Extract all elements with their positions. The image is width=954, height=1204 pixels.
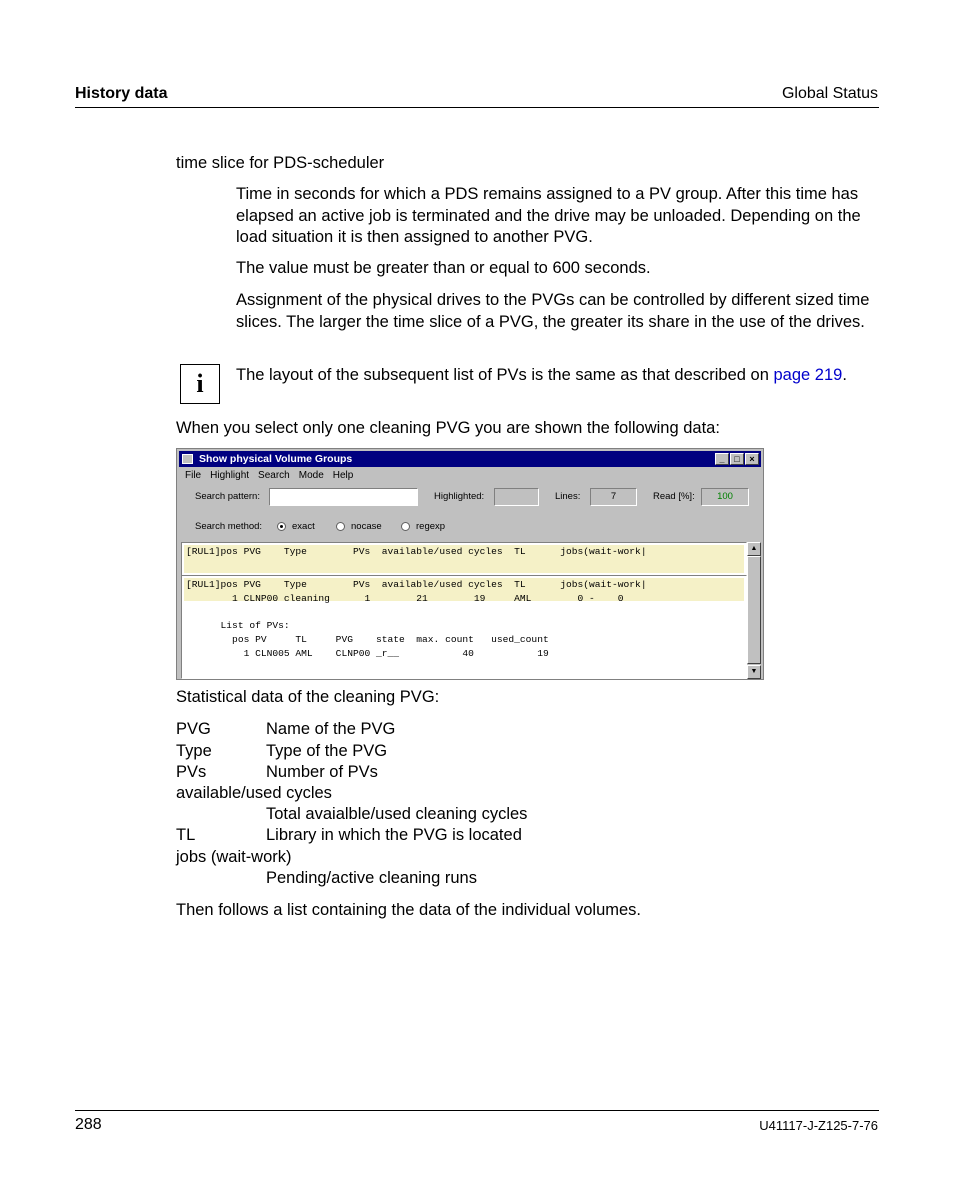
note-text: The layout of the subsequent list of PVs is the same as that described on page 219.: [236, 366, 847, 384]
lines-label: Lines:: [555, 491, 581, 502]
def-term: Type: [176, 742, 212, 760]
highlighted-label: Highlighted:: [434, 491, 485, 502]
scroll-up-button[interactable]: ▲: [747, 542, 761, 556]
def-term: PVG: [176, 720, 211, 738]
def-term: PVs: [176, 763, 207, 781]
running-header-section: History data: [75, 85, 168, 102]
radio-regexp[interactable]: [401, 522, 410, 531]
document-id: U41117-J-Z125-7-76: [759, 1118, 878, 1133]
stats-intro: Statistical data of the cleaning PVG:: [176, 688, 440, 706]
header-rule: [75, 107, 879, 108]
menu-search[interactable]: Search: [258, 470, 290, 481]
read-label: Read [%]:: [653, 491, 695, 502]
scroll-thumb[interactable]: [747, 556, 761, 664]
def-term: available/used cycles: [176, 784, 332, 802]
highlighted-field: [494, 488, 539, 506]
radio-nocase-label: nocase: [351, 521, 382, 532]
menu-file[interactable]: File: [185, 470, 202, 481]
search-method-label: Search method:: [195, 521, 263, 532]
data-line: [RUL1]pos PVG Type PVs available/used cycles TL jobs(wait-work|: [186, 579, 647, 590]
footer-rule: [75, 1110, 879, 1111]
maximize-button[interactable]: □: [730, 453, 744, 465]
window-title: Show physical Volume Groups: [199, 453, 353, 465]
minimize-button[interactable]: _: [715, 453, 729, 465]
def-term: TL: [176, 826, 196, 844]
radio-exact-label: exact: [292, 521, 315, 532]
data-line: List of PVs:: [186, 620, 290, 631]
page-number: 288: [75, 1116, 102, 1133]
window-app-icon: [182, 454, 193, 464]
data-line: pos PV TL PVG state max. count used_count: [186, 634, 549, 645]
running-header-chapter: Global Status: [781, 85, 878, 102]
def-term: jobs (wait-work): [176, 848, 292, 866]
radio-regexp-label: regexp: [416, 521, 446, 532]
def-desc: Name of the PVG: [266, 720, 396, 738]
window-titlebar: [179, 451, 761, 467]
paragraph-1: Time in seconds for which a PDS remains assigned to a PV group. After this time has elapsed an active job is terminated and the drive may be unloaded. Depending on the load situation it is then assigned to another PVG.: [236, 185, 861, 246]
def-desc: Library in which the PVG is located: [266, 826, 522, 844]
def-desc: Total avaialble/used cleaning cycles: [266, 805, 528, 823]
data-line: 1 CLN005 AML CLNP00 _r__ 40 19: [186, 648, 549, 659]
read-field: 100: [701, 488, 749, 506]
header-pane-line: [RUL1]pos PVG Type PVs available/used cycles TL jobs(wait-work|: [186, 546, 647, 557]
radio-nocase[interactable]: [336, 522, 345, 531]
header-pane: [181, 542, 747, 576]
def-desc: Pending/active cleaning runs: [266, 869, 477, 887]
lines-field: 7: [590, 488, 637, 506]
menu-mode[interactable]: Mode: [298, 470, 324, 481]
scroll-down-button[interactable]: ▼: [747, 665, 761, 679]
search-pattern-label: Search pattern:: [195, 491, 260, 502]
def-desc: Number of PVs: [266, 763, 378, 781]
search-pattern-input[interactable]: [269, 488, 418, 506]
paragraph-2: The value must be greater than or equal to 600 seconds.: [236, 259, 651, 277]
menu-help[interactable]: Help: [332, 470, 354, 481]
vertical-scrollbar[interactable]: [747, 542, 761, 679]
paragraph-3: Assignment of the physical drives to the PVGs can be controlled by different sized time slices. The larger the time slice of a PVG, the greater its share in the use of the drives.: [236, 291, 870, 331]
info-icon: i: [180, 364, 220, 404]
close-button[interactable]: ×: [745, 453, 759, 465]
data-line: 1 CLNP00 cleaning 1 21 19 AML 0 - 0: [186, 593, 624, 604]
closing-text: Then follows a list containing the data of the individual volumes.: [176, 901, 642, 919]
radio-exact[interactable]: [277, 522, 286, 531]
page-link[interactable]: page 219: [773, 366, 843, 384]
def-desc: Type of the PVG: [266, 742, 388, 760]
menu-bar: [185, 469, 362, 483]
term-heading: time slice for PDS-scheduler: [176, 154, 385, 172]
data-pane: [181, 575, 747, 679]
intro-text: When you select only one cleaning PVG you are shown the following data:: [176, 419, 720, 437]
pvg-window: [176, 448, 764, 680]
menu-highlight[interactable]: Highlight: [210, 470, 250, 481]
